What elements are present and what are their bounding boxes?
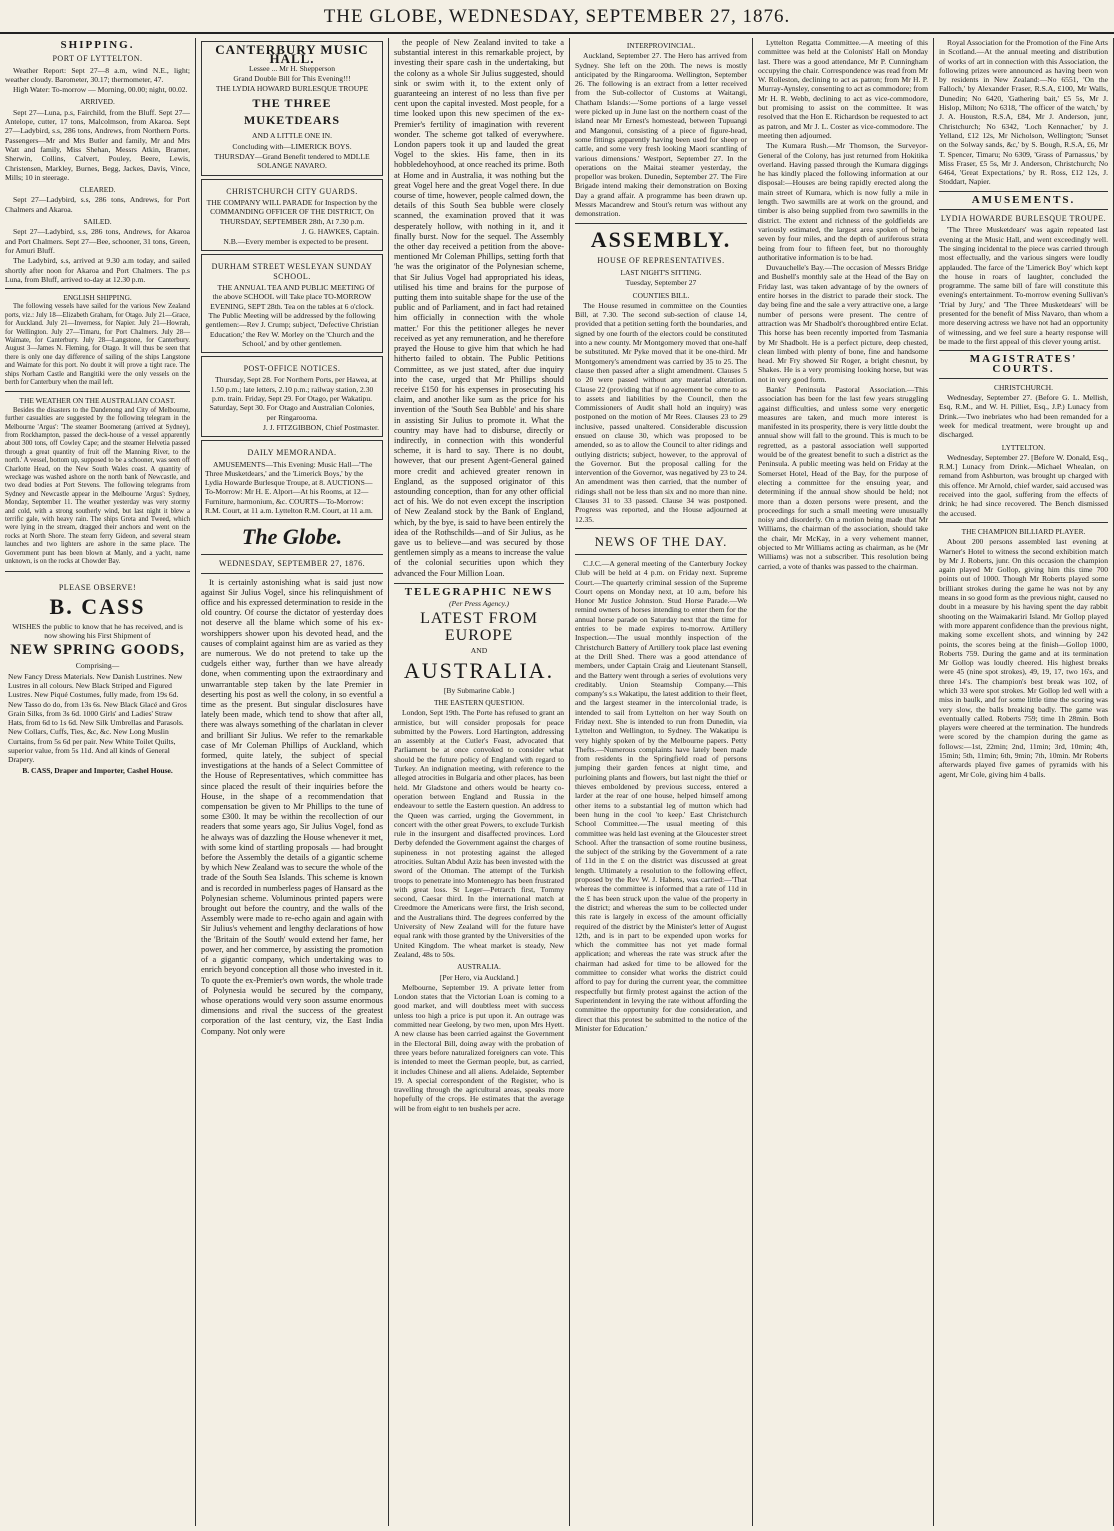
- telegraphic-news: TELEGRAPHIC NEWS: [404, 585, 554, 598]
- guards-captain: J. G. HAWKES, Captain.: [301, 226, 379, 236]
- arrived-heading: ARRIVED.: [80, 97, 115, 107]
- editorial-continued: the people of New Zealand invited to take a substantial interest in this remarkable project, by investing their spare cash in the undertaking, but the colony as a whole Sir Julius suggested, should sink or swim with it, to the extent only of guaranteeing an interest of no less than five per cent upon the capital invested. Most people, for a time looked upon this new specimen of the ex-Premier's fertility of imagination with reverent wonder. The scheme got talked of everywhere. London papers took it up and lauded the great Vogel to the skies. His fame, then in its hobbledehoyhood, at once reached its prime. Both at Home and in Australia, it was nothing but the great Vogel here and the great Vogel there. In due course of time, however, people calmed down, the details of this South Sea bubble were closely scanned, the examination proved that it was desperately hollow, with nothing in it, and it finally burst. Now for the sequel. The Assembly the other day received a petition from the above-mentioned Mr Coleman Phillips, setting forth that 'he was the originator of the Polynesian scheme, that Sir Julius Vogel had appropriated his ideas, utilised his time and brains for the purpose of putting them into suitable shape for the use of the public and of Parliament, and in fact had retained him officially in connection with the whole matter.' For this the petitioner alleges he never received as yet any remuneration, and he therefore prayed the House to give him that which he had hitherto failed to obtain. The Public Petitions Committee, as we just stated, after due inquiry into the case, urged that Mr Phillips should receive £150 for his expenses in prosecuting his claim, and another like sum as the price for his invention of the 'South Sea Bubble' and his share in assisting Sir Julius to promote it. What the country may have had to disburse, directly or indirectly, in connection with this wonderful scheme, it is hard to say. There is no doubt, however, that our present Agent-General gained more credit and achieved greater renown in England, as the supposed originator of this astounding conception, than for any other official act of his. We do not even except the inscription of New Zealand stock by the Bank of England, which, by the bye, is said to have been entirely the idea of the Rothschilds—and of Sir Julius, as he gave us to believe—and was secured by those gentlemen simply as a means to increase the value of the colonial securities upon which they advanced the Four Million Loan.: [394, 38, 564, 578]
- globe-nameplate: The Globe.: [241, 524, 343, 550]
- regatta-text: Lyttelton Regatta Committee.—A meeting of this committee was held at the Colonists' Hall on Monday last. There was a good attendance, Mr P. Cunningham occupying the chair. Correspondence was read from Mr W. Rolleston, declining to act as patron; from Mr H. P. Murray-Aynsley, consenting to act as commodore; from Mr H. R. Webb, declining to act as vice-commodore, but promising to assist on the committee. It was resolved that the Hon E. Richardson be requested to act as patron, and Mr J. L. Coster as vice-commodore. The meeting then adjourned.: [758, 38, 928, 140]
- weather-report: Weather Report: Sept 27—8 a.m, wind N.E., light; weather cloudy. Barometer, 30.17; thermometer, 47.: [5, 65, 190, 84]
- divider: [5, 571, 190, 572]
- column-assembly-news: [570, 38, 753, 1526]
- guards-note: N.B.—Every member is expected to be present.: [223, 237, 369, 247]
- submarine-cable: [By Submarine Cable.]: [443, 685, 515, 695]
- assembly-heading: ASSEMBLY.: [590, 226, 732, 252]
- counties-bill-heading: COUNTIES BILL.: [632, 290, 690, 300]
- amusements-heading: AMUSEMENTS.: [971, 193, 1076, 206]
- press-agency: (Per Press Agency.): [448, 599, 510, 609]
- comprising: Comprising—: [75, 661, 120, 671]
- lydia-heading: LYDIA HOWARDE BURLESQUE TROUPE.: [940, 214, 1107, 224]
- grand-bill: Grand Double Bill for This Evening!!!: [233, 73, 351, 83]
- australia-heading: AUSTRALIA.: [403, 657, 555, 683]
- cass-name: B. CASS: [49, 593, 146, 619]
- memoranda-body: AMUSEMENTS—This Evening: Music Hall—'The Three Musketdears,' and the 'Limerick Boys,' by the Lydia Howarde Burlesque Troupe, at 8. AUCTIONS—To-Morrow: Mr H. E. Alport—At his Rooms, at 12—Furniture, harmonium, &c. COURTS—To-Morrow: R.M. Court, at 11 a.m. Lyttelton R.M. Court, at 11 a.m.: [205, 459, 373, 515]
- lessee: Lessee ... Mr H. Shepperson: [248, 63, 336, 73]
- divider: [5, 288, 190, 289]
- christchurch-text: Wednesday, September 27. (Before G. L. Mellish, Esq, R.M., and W. H. Pilliet, Esq., J.P.) Lunacy from Drink.—Two inebriates who had been remanded for a week for medical treatment, were brought up and discharged.: [939, 393, 1108, 440]
- masthead: THE GLOBE, WEDNESDAY, SEPTEMBER 27, 1876.: [0, 0, 1114, 34]
- postmaster: J. J. FITZGIBBON, Chief Postmaster.: [262, 422, 379, 432]
- post-office-heading: POST-OFFICE NOTICES.: [243, 364, 341, 374]
- memoranda-heading: DAILY MEMORANDA.: [247, 448, 337, 458]
- troupe-name: THE LYDIA HOWARD BURLESQUE TROUPE: [215, 84, 369, 94]
- little-one: AND A LITTLE ONE IN.: [252, 131, 332, 141]
- divider: [939, 378, 1108, 379]
- australia-subheading: AUSTRALIA.: [457, 962, 501, 972]
- divider: [201, 573, 383, 574]
- shipping-notes: The Ladybird, s.s, arrived at 9.30 a.m today, and sailed shortly after noon for Akaroa and Port Chalmers. The p.s Luna, from Bluff, arrived to-day at 12.30 p.m.: [5, 256, 190, 284]
- news-of-the-day-heading: NEWS OF THE DAY.: [594, 533, 728, 549]
- sailed-heading: SAILED.: [83, 217, 112, 227]
- divider: [575, 528, 747, 529]
- please-observe: PLEASE OBSERVE!: [58, 582, 137, 592]
- royal-association-text: Royal Association for the Promotion of the Fine Arts in Scotland.—At the annual meeting and distribution of works of art in connection with this Association, the following prizes were announced as having been won by residents in New Zealand:—No 6551, 'On the Falloch,' by Alexander Fraser, R.S.A, £100, Mr Walls, Dunedin; No 6420, 'Gathering bait,' £5 5s, Mr J. Hislop, Milton; No 6318, 'The officer of the watch,' by J. A. Houston, R.S.A, £84, Mr J. Anderson, junr, Christchurch; No 6342, 'Loch Kennacher,' by J. Yelland, £12 12s, Mr Nicholson, Wellington; 'Sunset on the Solway sands, &c,' by S. Bough, R.S.A, £6, Mr T. Spencer, Timaru; No 6309, 'Grass of Parnassus,' by Miss Fraser, £5 5s, Mr J. Anderson, Christchurch; No 6464, 'Great Expectations,' by R. Ross, £12 12s, J. Stoddart, Napier.: [939, 38, 1108, 187]
- divider: [5, 391, 190, 392]
- divider: [394, 583, 564, 584]
- last-night-heading: LAST NIGHT'S SITTING.: [620, 267, 702, 277]
- post-office-body: Thursday, Sept 28. For Northern Ports, per Hawea, at 1.50 p.m.; late letters, 2.10 p.m.; railway station, 2.30 p.m. train. Friday, Sept 29. For Otago, per Wakatipu. Saturday, Sept 30. For Otago and Australian Colonies, per Ringarooma.: [209, 375, 377, 422]
- goods-list: New Fancy Dress Materials. New Danish Lustrines. New Lustres in all colours. New Black Striped and Figured Lustres. New Piqué Costumes, fully made, from 19s 6d. New Tasso do do, from 13s 6s. New Black Glacé and Gros Grain Silks, from 3s 6d. 1000 Girls' and Ladies' Straw Hats, from 6d to 1s 6d. New Silk Umbrellas and Parasols. New Collars, Cuffs, Ties, &c, &c. New Long Muslin Curtains, from 5s 6d per pair. New White Toilet Quilts, superior value, from 5s 11d. And all kinds of General Drapery.: [8, 671, 187, 765]
- cleared-heading: CLEARED.: [79, 185, 116, 195]
- lyttelton-text: Wednesday, September 27. [Before W. Donald, Esq., R.M.] Lunacy from Drink.—Michael Whealan, on remand from Ashburton, was brought up charged with this offence. Mr Arnold, chief warder, said accused was received into the gaol, suffering from the effects of drink; he had since recovered. The Bench dismissed the accused.: [939, 452, 1108, 518]
- cass-intro: WISHES the public to know that he has received, and is now showing his First Shipment of: [12, 621, 183, 641]
- thursday-benefit: THURSDAY—Grand Benefit tendered to MDLLE SOLANGE NAVARO.: [214, 152, 370, 171]
- wesleyan-heading: DURHAM STREET WESLEYAN SUNDAY SCHOOL.: [211, 262, 373, 281]
- sailed-text: Sept 27—Ladybird, s.s, 286 tons, Andrews, for Akaroa and Port Chalmers. Sept 27—Bee, schooner, 31 tons, Green, for Amuri Bluff.: [5, 227, 190, 255]
- column-amusements-courts: [934, 38, 1114, 1526]
- news-of-the-day-text: C.J.C.—A general meeting of the Canterbury Jockey Club will be held at 4 p.m. on Friday next. Supreme Court.—The quarterly criminal session of the Supreme Court opens on Monday next, at 10 a.m, before his Honor Mr Justice Johnston. Stud Horse Parade.—We remind owners of horses intending to enter them for the annual horse parade on Saturday next that the time for entries to be made expires to-morrow. Artillery Inspection.—The usual monthly inspection of the Christchurch Battery of Artillery took place last evening at the Drill Shed. There was a good attendance of members, under Captain Craig and Lieutenant Stansell, and the Battery went through a series of evolutions very creditably. Union Steamship Company.—This company's s.s Wakatipu, the latest addition to their fleet, and the largest steamer in the intercolonial trade, is intended to sail from Lyttelton on her way South on Friday next. She is intended to run from Dunedin, via Lyttelton and Wellington, to Sydney. The Wakatipu is very highly spoken of by the Melbourne papers. Petty Thefts.—Numerous complaints have lately been made from residents in the Springfield road of persons jumping their garden fences at night time, and purloining plants and flowers, but last night the thief or thieves emboldened by previous success, entered a larder at the rear of one house, helped himself among other items to a substantial leg of mutton which had been hung in the cool 'to keep.' East Christchurch School Committee.—The usual meeting of this committee was held last evening at the Gloucester street School. After the transaction of some routine business, the subject of the striking by the Government of a rate of 11d in the £ on the district was discussed at great length. Ultimately a resolution to the following effect, proposed by the Rev W. J. Habens, was carried:—'That whereas the committee is informed that a rate of 11d in the £ has been struck upon the value of the property in the district; and whereas the sum to be collected under this rate is largely in excess of the amount officially required of the district by the Minister's letter of August 12th, and is in part to be expended upon works for which the committee has not yet made formal application; and whereas the rate was struck after the chairman had asked for time to be allowed for the committee to consider what works the district could afford to pay for during the current year, the committee respectfully but firmly protest against the action of the Superintendent in levying the rate without affording the committee the opportunity for due consideration, and direct that this protest be submitted to the notice of the Minister for Education.': [575, 558, 747, 1033]
- latest-from-europe: LATEST FROM EUROPE: [420, 610, 538, 645]
- eastern-question-text: London, Sept 19th. The Porte has refused to grant an armistice, but will consider proposals for peace submitted by the Powers. Lord Hartington, addressing an assembly at the Cutler's Feast, advocated that Parliament be at once convoked to consider what should be the future policy of England with regard to Turkey. An indignation meeting, with reference to the alleged atrocities in Bulgaria and other places, has been held. Mr Gladstone and others would be hearty co-operation between England and Russia in the endeavour to settle the Eastern question. An address to the Queen was carried, urging the Government, in concert with the other great Powers, to exclude Turkish rule in the insurgent and disaffected provinces. Lord Derby defended the Government against the charges of supineness in not protesting against the alleged atrocities. Sultan Abdul Aziz has been invested with the sword of the Ottoman. The attempt of the Turkish troops to penetrate into Montenegro has been frustrated with great loss. St Leger—Petrarch first, Tommy second, Caesar third. In the international match at Creedmore the Americans were first, the Irish second, and the Australians third. The degrees conferred by the University of New Zealand will for the future have equal rank with those granted by the Universities of the United Kingdom. The wheat market is steady, New Zealand, 48s to 50s.: [394, 708, 564, 959]
- music-hall-advertisement: [201, 41, 383, 176]
- divider: [575, 223, 747, 224]
- house-heading: HOUSE OF REPRESENTATIVES.: [597, 255, 725, 265]
- divider: [575, 554, 747, 555]
- divider: [201, 554, 383, 555]
- cleared-text: Sept 27—Ladybird, s.s, 286 tons, Andrews, for Port Chalmers and Akaroa.: [5, 195, 190, 214]
- weather-coast-heading: THE WEATHER ON THE AUSTRALIAN COAST.: [19, 396, 176, 406]
- australia-text: Melbourne, September 19. A private letter from London states that the Victorian Loan is coming to a good market, and will doubtless meet with success unless too high a price is put upon it. An outrage was committed near Geelong, by two men, upon Mrs Hyett. A new clause has been carried against the Government in the Electoral Bill, doing away with the probation of three years before naturalized foreigners can vote. This is intended to meet the German people, but, as carried, it includes Chinese and all aliens. Adelaide, September 19. A special correspondent of the Register, who is travelling through the agricultural areas, speaks more hopefully of the crops. He estimates that the average will be from eight to ten bushels per acre.: [394, 982, 564, 1113]
- column-editorial-telegraph: [389, 38, 570, 1526]
- cass-advertisement: [5, 576, 190, 779]
- and-word: AND: [470, 646, 488, 656]
- billiard-text: About 200 persons assembled last evening at Warner's Hotel to witness the second exhibition match by Mr J. Roberts, junr. On this occasion the champion again played Mr Gollop, giving him this time 700 points out of 1000. Though Mr Roberts played some brilliant strokes during the game he was not by any means in so good form as the previous night, caused no doubt in a measure by his having spent the day rabbit shooting on the Waimakariri Island. Mr Gollop played with more apparent confidence than the previous night, making some excellent shots, and winning by 242 points, the scores being at the finish—Gollop 1000, Roberts 759. During the game and at its termination Mr Gollop was loudly cheered. His highest breaks were 45 (nine spot strokes), 49, 19, 17, two 16's, and three 14's. The champion's best break was 102, of which 33 were spot strokes. Mr Gollop led well with a miss in baulk, and for some little time the scoring was very slow, the balls breaking badly. The game was eventually called. Roberts 759; time 1h 28min. Both players were cheered at the termination. The hundreds were scored by the champion during the game as follows:—1st, 22min; 2nd, 11min; 3rd, 10min; 4th, 15min; 5th, 11min; 6th, 9min; 7th, 10min. Mr Roberts afterwards played five games of pyramids with his agent, Mr Cole, giving him 4 balls.: [939, 537, 1108, 779]
- guards-advertisement: [201, 179, 383, 252]
- australia-source: [Per Hero, via Auckland.]: [439, 972, 519, 982]
- sitting-date: Tuesday, September 27: [625, 278, 697, 288]
- billiard-heading: THE CHAMPION BILLIARD PLAYER.: [961, 526, 1086, 536]
- post-office-notices: [201, 356, 383, 437]
- muketeers: THE THREE MUKETDEARS: [243, 96, 340, 128]
- divider: [939, 350, 1108, 351]
- daily-memoranda: [201, 440, 383, 520]
- magistrates-heading: MAGISTRATES' COURTS.: [969, 353, 1078, 375]
- banks-peninsula-text: Banks' Peninsula Pastoral Association.—This association has been for the last few years struggling against difficulties, and unless some very energetic measures are taken, and much more interest is manifested in its prosperity, there is very little doubt the annual show will fall to the ground. This is much to be regretted, as a pastoral association well supported would be of the greatest benefit to such a district as the Peninsula. A public meeting was held on Friday at the Somerset Hotel, Head of the Bay, for the purpose of electing a committee for the ensuing year, and determining if the annual show should be held; not more than a dozen persons were present, and the proceedings for such a small meeting were unusually noisy and disorderly. On a motion being made that Mr Williams, the chairman of the association, should take the chair, Mr McKay, in a very vehement manner, objected to Mr Williams acting as chairman, as he (Mr Williams) was not a subscriber. This resolution being carried, a vote of thanks was passed to the chairman.: [758, 384, 928, 571]
- christchurch-heading: CHRISTCHURCH.: [994, 382, 1053, 392]
- lydia-text: 'The Three Musketdears' was again repeated last evening at the Music Hall, and went exceedingly well. The singing incidental to the piece was carried through most effectually, and the various singers were loudly applauded. The farce of the 'Limerick Boy' which kept the house in roars of laughter, concluded the programme. The same bill of fare will constitute this evening's entertainment. To-morrow evening Sullivan's 'Trial by Jury,' and 'The Three Musketdears' will be presented for the benefit of Miss Navaro, than whom a more deserving actress we have not had an opportunity of witnessing, and we feel sure a hearty response will be made to the first appeal of this clever young artist.: [939, 225, 1108, 346]
- interprovincial-heading: INTERPROVINCIAL.: [626, 41, 696, 50]
- divider: [939, 191, 1108, 192]
- divider: [939, 522, 1108, 523]
- wesleyan-advertisement: [201, 254, 383, 353]
- column-shipping: [0, 38, 196, 1526]
- kumara-text: The Kumara Rush.—Mr Thomson, the Surveyor-General of the Colony, has just returned from Hokitika overland. Having passed through the Kumara diggings he has kindly placed the following information at our disposal:—Houses are being rapidly erected along the main street of Kumara, which is now fully a mile in length. Two sawmills are at work on the ground, and timber is also being supplied from two sawmills in the district. The extent and richness of the goldfields are variously estimated, the largest area spoken of being seven by four miles, and the depth of auriferous strata being from four to fifteen feet, but no thoroughly authoritative information is to be had.: [758, 141, 928, 262]
- assembly-text: The House resumed in committee on the Counties Bill, at 7.30. The second sub-section of clause 14, provided that a petition setting forth the boundaries, and signed by one fourth of the electors could be constituted into a new county. Mr Montgomery moved that one-half be substituted. Mr Pyke moved that it be one-third. Mr Montgomery's amendment was carried by 35 to 25. The clause then passed after a slight amendment. Clauses 5 to 20 were passed without any material alteration. Clause 22 (providing that if no agreement be come to as to assets and liabilities by the Council, then the Commissioners of Audit shall hold an inquiry) was postponed on the motion of Mr Rees. Clauses 23 to 29 inclusive, passed unaltered. Considerable discussion ensued on clause 30, which was proposed to be amended, so as to allow the Council to alter ridings and outlying districts; subject, however, to the approval of the Governor. But the proposal calling for the intervention of the Governor, was negatived by 23 to 24. An amendment was then carried, that the number of ridings shall not be less than six and no more than nine. Clauses 31 to 33 passed. Clause 34 was postponed. Progress was reported, and the House adjourned at 12.35.: [575, 300, 747, 524]
- duvauchelle-text: Duvauchelle's Bay.—The occasion of Messrs Bridge and Bushell's monthly sale at the Head of the Bay on Friday last, was taken advantage of by the owners of entire horses in the district to parade their stock. The day being fine and the sale a very attractive one, a large number of persons were present. The centre of attraction was Mr Shadbolt's thoroughbred entire Eclat. This horse has been recently imported from Tasmania by Mr Shadbolt. He is a perfect picture, deep chested, clean limbed with plenty of bone, fine and handsome head. Mr Fry showed Sir Roger, a bright chesnut, by Shakes. He is a very promising looking horse, but was not in very good form.: [758, 263, 928, 384]
- arrived-text: Sept 27—Luna, p.s, Fairchild, from the Bluff. Sept 27—Antelope, cutter, 17 tons, Malcolmson, from Akaroa. Sept 27—Ladybird, s.s, 286 tons, Andrews, from Northern Ports. Passengers—Mr and Mrs Butler and family, Mr and Mrs Watt and family, Miss Shehan, Messrs Atkin, Bramer, Sherwin, Collins, Calvert, Pouley, Beere, Lewis, Christensen, Markley, Burnes, Begg, Jackes, Davis, Vince, Mills; 10 in steerage.: [5, 107, 190, 182]
- guards-heading: CHRISTCHURCH CITY GUARDS.: [226, 186, 358, 196]
- spring-goods: NEW SPRING GOODS,: [10, 642, 185, 659]
- wesleyan-body: THE ANNUAL TEA AND PUBLIC MEETING Of the above SCHOOL will Take place TO-MORROW EVENING, SEPT 28th. Tea on the tables at 6 o'clock. The Public Meeting will be addressed by the following gentlemen:—Rev J. Crump; subject, 'Defective Christian Education;' the Rev W. Morley on the 'Church and the School,' and by other gentlemen.: [205, 283, 379, 348]
- weather-coast-text: Besides the disasters to the Dandenong and City of Melbourne, further casualties are suggested by the following telegram in the Melbourne 'Argus': 'The steamer Boomerang (arrived at Sydney), from Rockhampton, passed the deck-house of a vessel apparently about 300 tons, off Cowley Cape; and the steamer Helvetia passed through a great quantity of fruit off the Manning River, to the north.' A vessel, bottom up, supposed to be a schooner, was seen off Charlotte Head, on the New South Wales coast. A quantity of wreckage was washed ashore on the north bank of Newcastle, and two dead bodies at Port Stevens. The following telegrams from Sydney and Newcastle appear in the Melbourne 'Argus': Sydney, Monday, September 11. The weather yesterday was very stormy and cold, with a strong southerly wind, but last night it blew a terrific gale, with heavy rain. The ships Greta and Tweed, which were lying in the stream, dragged their anchors and went on the rocks at North Shore. The steam ferry Gideon, and several steam launches and two lighters are ashore in the same place. The Government punt has been blown at Manly, and a yacht, name unknown, is on the rocks at Chowder Bay.: [5, 406, 190, 566]
- cass-footer: B. CASS, Draper and Importer, Cashel House.: [22, 765, 173, 775]
- editorial-text: It is certainly astonishing what is said just now against Sir Julius Vogel, since his relinquishment of office and his expressed determination to reside in the old country. Of course the dictator of yesterday does not deserve all the blame which some of his ex-worshippers shower upon his devoted head, and the causes of complaint against him are as varied as they are numerous. We do not pretend to take up the cudgels either way, further than we have already done, when commenting upon the extraordinary and unwarrantable step taken by the late Premier in deserting his post as well the colony, in so eventful a time as the present. But singular disclosures have lately been made, which tend to show that after all, there was always something of the charlatan in clever and brilliant Sir Julius. We refer to the remarkable case of Mr Coleman Phillips of Auckland, which formed, quite lately, the subject of special investigations at the hands of a Select Committee of the House of Representatives, which committee has since placed the result of their inquiries before the House, in the shape of a recommendation that compensation be given to Mr Phillips to the tune of some £300. It may be within the recollection of our readers that some years ago, Sir Julius Vogel, fond as he always was of dazzling the House whenever it met, with some kind of startling proposals — had brought before the Assembly the details of a gigantic scheme by which New Zealand was to secure the whole of the trade of the South Sea Islands. This scheme is known and is recorded in numberless pages of Hansard as the Polynesian scheme. Voluminous printed papers were brought out before the country, and the walls of the Assembly were made to re-echo again and again with Sir Julius's vehement and lengthy declarations of how the 'Britain of the South' would extend her fame, her power, and her commerce, by assisting the promotion of a gigantic company, which undertaking was to enrich beyond conception all those who invested in it. To quote the ex-Premier's own words, the whole trade of Polynesia would be secured by the company, whose operations would very soon assume enormous dimensions and rival the success of the greatest corporation of the last century, viz, the East India Company. Not only were: [201, 577, 383, 1036]
- english-shipping-heading: ENGLISH SHIPPING.: [63, 293, 132, 303]
- port-heading: PORT OF LYTTELTON.: [52, 54, 143, 64]
- shipping-title: SHIPPING.: [60, 39, 135, 51]
- high-water: High Water: To-morrow — Morning, 00.00; night, 00.02.: [13, 85, 188, 95]
- music-hall-title: CANTERBURY MUSIC HALL.: [215, 42, 369, 67]
- lyttelton-heading: LYTTELTON.: [1001, 442, 1046, 452]
- guards-body: THE COMPANY WILL PARADE for Inspection by the COMMANDING OFFICER OF THE DISTRICT, On THURSDAY, SEPTEMBER 28th, At 7.30 p.m.: [206, 197, 378, 226]
- divider: [939, 209, 1108, 210]
- column-advertisements: [196, 38, 389, 1526]
- column-local-news: [753, 38, 934, 1526]
- interprovincial-text: Auckland, September 27. The Hero has arrived from Sydney. She left on the 20th. The news is mostly anticipated by the Ringarooma. Wellington, September 26. The following is an extract from a letter received from the Sub-collector of Customs at Waitangi, Chatham Islands:—'Some portions of a large vessel were picked up in June last on the northern coast of the island near Mr Ernest's homestead, between Tupuangi and Mangonui, consisting of a piece of figure-head, some fittings apparently having been used for sheep or cattle, and some very fresh looking Maori scantling of various dimensions.' Westport, September 27. In the operations on the Maitai steamer yesterday, the propellor was broken. Dunedin, September 27. The Fire Brigade intend making their demonstration on Boxing Day a grand affair. A programme has been drawn up. Messrs Macandrew and Stout's return was without any demonstration.: [575, 51, 747, 219]
- eastern-question-heading: THE EASTERN QUESTION.: [433, 697, 525, 707]
- english-shipping-text: The following vessels have sailed for the various New Zealand ports, viz.: July 18—Elizabeth Graham, for Otago. July 21—Grace, for Auckland. July 21—Inverness, for Napier. July 21—Howrah, for Wellington. July 27—Timaru, for Port Chalmers. July 28—Waimate, for Canterbury. July 28—Langstone, for Canterbury. August 3—James N. Fleming, for Otago. It will thus be seen that there is only one day difference of sailing of the ships Langstone and Waimate for this port. No doubt it will prove a tight race. The ships Norham Castle and Rangitiki were the only vessels on the berth for Canterbury when the mail left.: [5, 303, 190, 387]
- editorial-date: WEDNESDAY, SEPTEMBER 27, 1876.: [218, 559, 366, 569]
- concluding: Concluding with—LIMERICK BOYS.: [232, 141, 352, 151]
